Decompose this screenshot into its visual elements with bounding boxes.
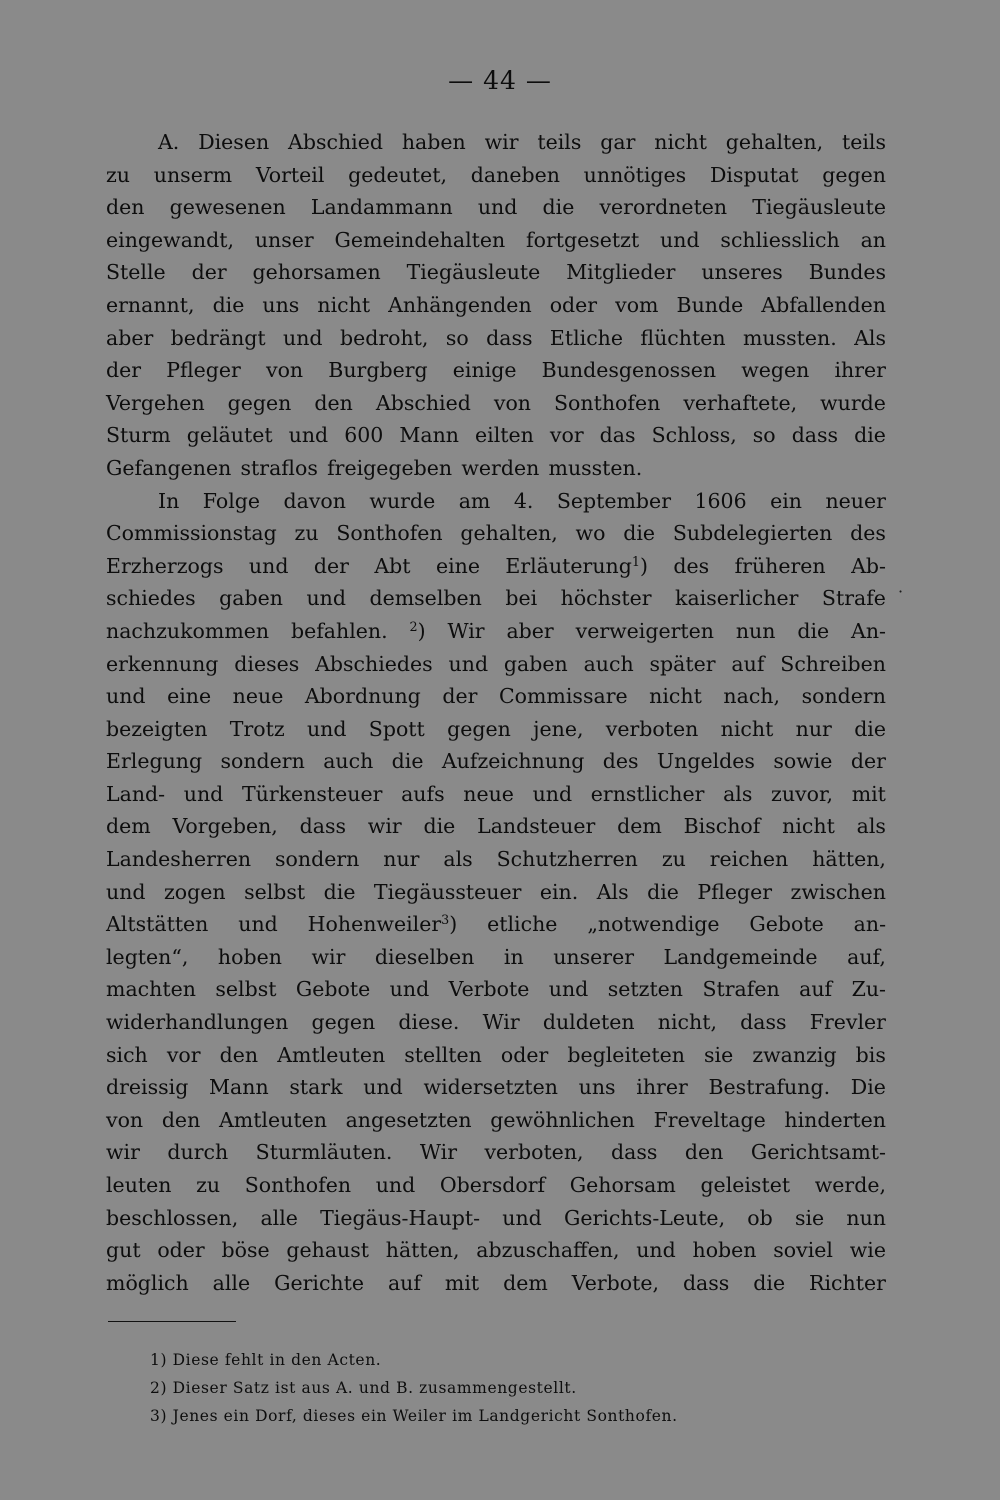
text-line: dreissig Mann stark und widersetzten uns ihrer Bestrafung. Die (106, 1075, 886, 1100)
text-line: machten selbst Gebote und Verbote und setzten Strafen auf Zu- (106, 977, 886, 1002)
text-line: von den Amtleuten angesetzten gewöhnlichen Freveltage hinderten (106, 1107, 886, 1132)
text-line: bezeigten Trotz und Spott gegen jene, verboten nicht nur die (106, 716, 886, 741)
text-line: Vergehen gegen den Abschied von Sonthofen verhaftete, wurde (106, 390, 886, 415)
text-line: legten“, hoben wir dieselben in unserer Landgemeinde auf, (106, 944, 886, 969)
text-line: dem Vorgeben, dass wir die Landsteuer dem Bischof nicht als (106, 814, 886, 839)
text-line: Erlegung sondern auch die Aufzeichnung des Ungeldes sowie der (106, 749, 886, 774)
text-line: nachzukommen befahlen. $^2$) Wir aber verweigerten nun die An- (106, 618, 886, 643)
text-line: Landesherren sondern nur als Schutzherren zu reichen hätten, (106, 847, 886, 872)
text-line: Land- und Türkensteuer aufs neue und ernstlicher als zuvor, mit (106, 781, 886, 806)
text-line: Sturm geläutet und 600 Mann eilten vor das Schloss, so dass die (106, 423, 886, 448)
text-line: aber bedrängt und bedroht, so dass Etliche flüchten mussten. Als (106, 325, 886, 350)
text-line: In Folge davon wurde am 4. September 1606 ein neuer (158, 488, 886, 513)
text-line: der Pfleger von Burgberg einige Bundesgenossen wegen ihrer (106, 358, 886, 383)
footnote: 2) Dieser Satz ist aus A. und B. zusammengestellt. (150, 1379, 577, 1397)
text-line: leuten zu Sonthofen und Obersdorf Gehorsam geleistet werde, (106, 1173, 886, 1197)
body-text (106, 126, 886, 1299)
text-line: wir durch Sturmläuten. Wir verboten, dass den Gerichtsamt- (106, 1140, 886, 1165)
text-line: sich vor den Amtleuten stellten oder begleiteten sie zwanzig bis (106, 1042, 886, 1067)
text-line: möglich alle Gerichte auf mit dem Verbote, dass die Richter (106, 1270, 886, 1295)
text-line: A. Diesen Abschied haben wir teils gar nicht gehalten, teils (158, 130, 886, 154)
text-line: zu unserm Vorteil gedeutet, daneben unnötiges Disputat gegen (106, 162, 886, 187)
text-line: Gefangenen straflos freigegeben werden mussten. (106, 455, 643, 480)
text-line: erkennung dieses Abschiedes und gaben auch später auf Schreiben (106, 651, 886, 676)
page-number: — 44 — (448, 66, 552, 95)
footnote: 3) Jenes ein Dorf, dieses ein Weiler im Landgericht Sonthofen. (150, 1407, 678, 1425)
text-line: Erzherzogs und der Abt eine Erläuterung$^1$) des früheren Ab- (106, 553, 886, 578)
text-line: widerhandlungen gegen diese. Wir duldeten nicht, dass Frevler (106, 1010, 886, 1035)
text-line: und eine neue Abordnung der Commissare nicht nach, sondern (106, 684, 886, 709)
text-line: ernannt, die uns nicht Anhängenden oder vom Bunde Abfallenden (106, 292, 886, 317)
text-line: und zogen selbst die Tiegäussteuer ein. Als die Pfleger zwischen (106, 879, 886, 904)
footnote-rule (108, 1321, 236, 1322)
text-line: Commissionstag zu Sonthofen gehalten, wo die Subdelegierten des (106, 521, 886, 546)
text-line: Stelle der gehorsamen Tiegäusleute Mitglieder unseres Bundes (106, 260, 886, 285)
footnote: 1) Diese fehlt in den Acten. (150, 1351, 382, 1369)
text-line: schiedes gaben und demselben bei höchster kaiserlicher Strafe (106, 586, 886, 611)
text-line: den gewesenen Landammann und die verordneten Tiegäusleute (106, 195, 886, 220)
text-line: Altstätten und Hohenweiler$^3$) etliche „notwendige Gebote an- (106, 912, 886, 937)
footnotes (150, 1346, 850, 1430)
text-line: beschlossen, alle Tiegäus-Haupt- und Gerichts-Leute, ob sie nun (106, 1205, 886, 1230)
text-line: eingewandt, unser Gemeindehalten fortgesetzt und schliesslich an (106, 227, 886, 252)
stray-mark: · (898, 582, 904, 601)
text-line: gut oder böse gehaust hätten, abzuschaffen, und hoben soviel wie (106, 1238, 886, 1263)
